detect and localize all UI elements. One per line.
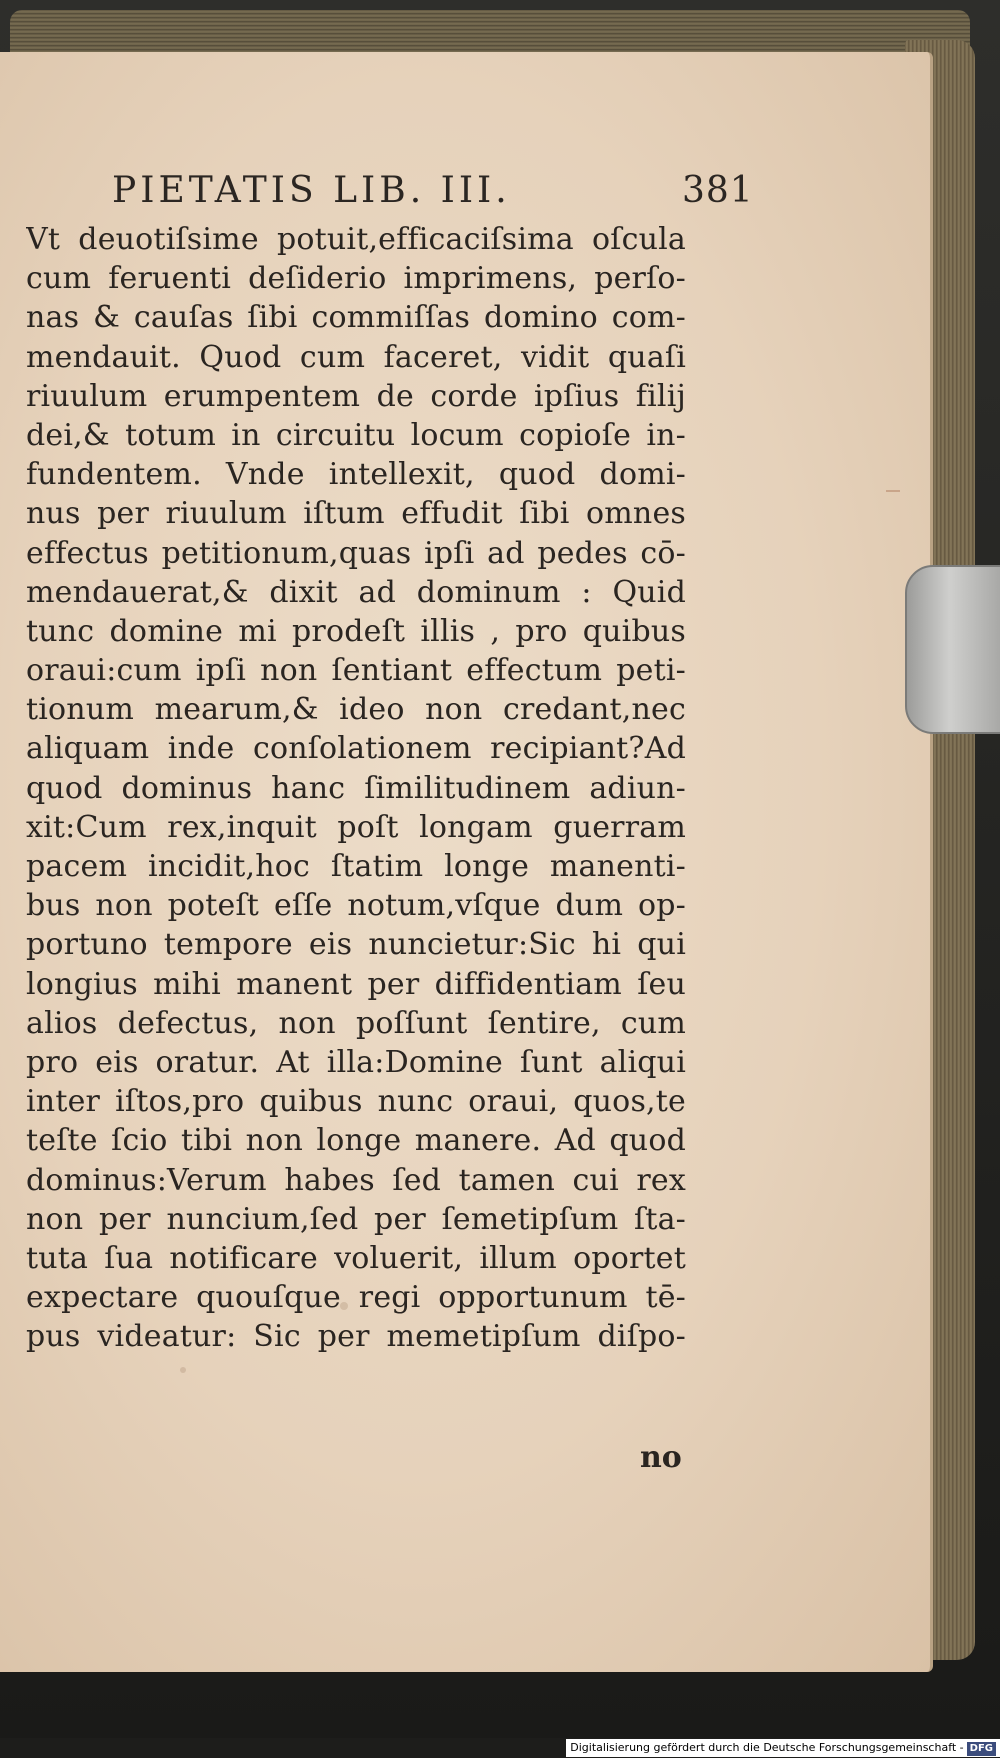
text-line: portuno tempore eis nuncietur:Sic hi qui — [26, 927, 686, 963]
text-line: riuulum erumpentem de corde ipſius filij — [26, 378, 686, 414]
dfg-logo: DFG — [967, 1742, 996, 1756]
text-line: dei,& totum in circuitu locum copioſe in- — [26, 417, 686, 453]
text-line: tionum mearum,& ideo non credant,nec — [26, 692, 686, 728]
text-line: nus per riuulum iſtum effudit ſibi omnes — [26, 496, 686, 532]
text-line: fundentem. Vnde intellexit, quod domi- — [26, 457, 686, 493]
text-line: expectare quouſque regi opportunum tē- — [26, 1280, 686, 1316]
page-tab-marker — [905, 565, 1000, 734]
text-line: inter iſtos,pro quibus nunc oraui, quos,te — [26, 1084, 686, 1120]
text-line: cum feruenti deſiderio imprimens, perſo- — [26, 261, 686, 297]
body-text — [26, 220, 686, 1460]
text-line: mendauerat,& dixit ad dominum : Quid — [26, 574, 686, 610]
margin-mark — [886, 490, 900, 492]
text-line: longius mihi manent per diffidentiam ſeu — [26, 966, 686, 1002]
running-title: PIETATIS LIB. III. — [112, 170, 511, 211]
digitization-credit — [566, 1739, 1000, 1757]
text-line: non per nuncium,ſed per ſemetipſum ſta- — [26, 1201, 686, 1237]
text-line: pus videatur: Sic per memetipſum diſpo- — [26, 1319, 686, 1355]
text-line: xit:Cum rex,inquit poſt longam guerram — [26, 809, 686, 845]
text-line: mendauit. Quod cum faceret, vidit quaſi — [26, 339, 686, 375]
text-line: tunc domine mi prodeſt illis , pro quibus — [26, 613, 686, 649]
catchword: no — [640, 1440, 682, 1475]
text-line: oraui:cum ipſi non ſentiant effectum peti- — [26, 653, 686, 689]
text-line: quod dominus hanc ſimilitudinem adiun- — [26, 770, 686, 806]
text-line: tuta ſua notificare voluerit, illum oportet — [26, 1240, 686, 1276]
text-line: pro eis oratur. At illa:Domine ſunt aliqui — [26, 1044, 686, 1080]
credit-text: Digitalisierung gefördert durch die Deutsche Forschungsgemeinschaft - — [570, 1741, 964, 1754]
text-line: teſte ſcio tibi non longe manere. Ad quod — [26, 1123, 686, 1159]
text-line: aliquam inde conſolationem recipiant?Ad — [26, 731, 686, 767]
text-line: alios defectus, non poſſunt ſentire, cum — [26, 1005, 686, 1041]
text-line: dominus:Verum habes ſed tamen cui rex — [26, 1162, 686, 1198]
text-line: pacem incidit,hoc ſtatim longe manenti- — [26, 849, 686, 884]
book-top-edge — [10, 10, 970, 58]
text-line: nas & cauſas ſibi commiſſas domino com- — [26, 300, 686, 336]
text-line: Vt deuotiſsime potuit,efficaciſsima oſcula — [26, 222, 686, 257]
text-line: effectus petitionum,quas ipſi ad pedes cō- — [26, 535, 686, 571]
text-line: bus non poteſt eſſe notum,vſque dum op- — [26, 888, 686, 924]
page-number: 381 — [682, 170, 754, 211]
